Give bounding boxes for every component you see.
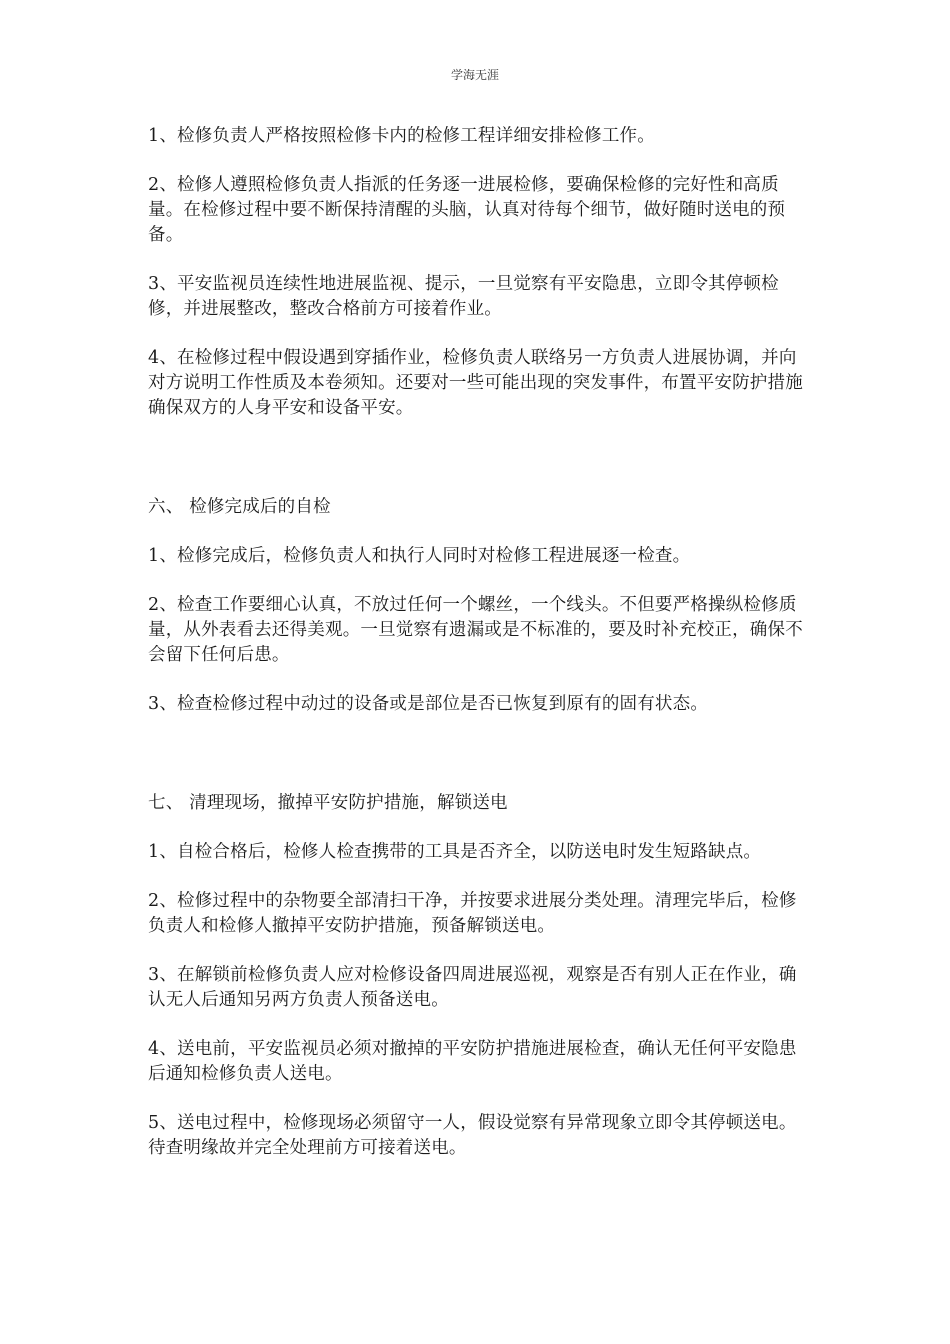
paragraph: 3、在解锁前检修负责人应对检修设备四周进展巡视，观察是否有别人正在作业，确认无人后通知另两方负责人预备送电。 <box>148 965 797 1010</box>
section-heading-6: 六、 检修完成后的自检 <box>148 497 331 517</box>
section-heading-7: 七、 清理现场，撤掉平安防护措施，解锁送电 <box>148 793 508 813</box>
document-body <box>148 124 803 1185</box>
paragraph: 3、平安监视员连续性地进展监视、提示，一旦觉察有平安隐患，立即令其停顿检修，并进展整改，整改合格前方可接着作业。 <box>148 274 779 319</box>
section-gap <box>148 445 803 495</box>
paragraph: 4、在检修过程中假设遇到穿插作业，检修负责人联络另一方负责人进展协调，并向对方说明工作性质及本卷须知。还要对一些可能出现的突发事件，布置平安防护措施确保双方的人身平安和设备平安。 <box>148 348 803 418</box>
paragraph: 3、检查检修过程中动过的设备或是部位是否已恢复到原有的固有状态。 <box>148 694 709 714</box>
paragraph: 2、检查工作要细心认真，不放过任何一个螺丝，一个线头。不但要严格操纵检修质量，从外表看去还得美观。一旦觉察有遗漏或是不标准的，要及时补充校正，确保不会留下任何后患。 <box>148 595 803 665</box>
paragraph: 1、检修负责人严格按照检修卡内的检修工程详细安排检修工作。 <box>148 126 655 146</box>
paragraph: 2、检修过程中的杂物要全部清扫干净，并按要求进展分类处理。清理完毕后，检修负责人和检修人撤掉平安防护措施，预备解锁送电。 <box>148 891 797 936</box>
paragraph: 1、自检合格后，检修人检查携带的工具是否齐全，以防送电时发生短路缺点。 <box>148 842 762 862</box>
paragraph: 2、检修人遵照检修负责人指派的任务逐一进展检修，要确保检修的完好性和高质量。在检修过程中要不断保持清醒的头脑，认真对待每个细节，做好随时送电的预备。 <box>148 175 786 245</box>
paragraph: 1、检修完成后，检修负责人和执行人同时对检修工程进展逐一检查。 <box>148 546 691 566</box>
section-gap <box>148 741 803 791</box>
page-header: 学海无涯 <box>450 68 499 82</box>
paragraph: 4、送电前，平安监视员必须对撤掉的平安防护措施进展检查，确认无任何平安隐患后通知检修负责人送电。 <box>148 1039 797 1084</box>
paragraph: 5、送电过程中，检修现场必须留守一人，假设觉察有异常现象立即令其停顿送电。待查明缘故并完全处理前方可接着送电。 <box>148 1113 797 1158</box>
